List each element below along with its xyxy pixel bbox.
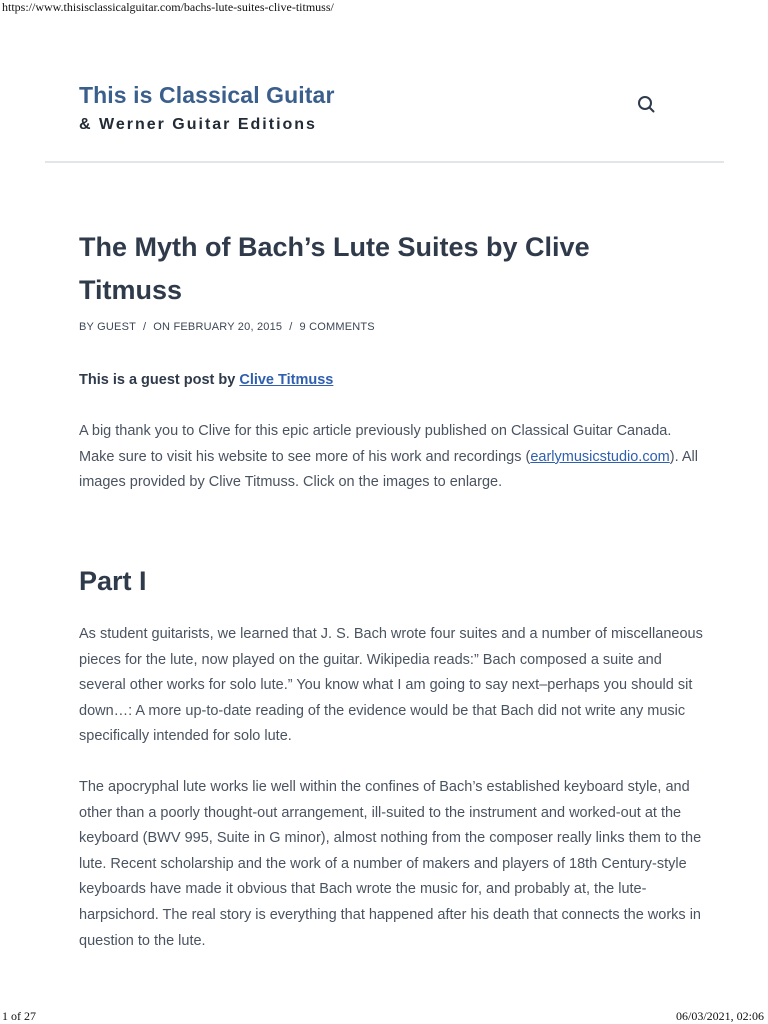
earlymusicstudio-link[interactable]: earlymusicstudio.com	[530, 448, 670, 465]
meta-separator: /	[143, 321, 147, 333]
site-title-link[interactable]: This is Classical Guitar	[79, 82, 335, 108]
header-divider	[45, 161, 724, 163]
print-page-counter: 1 of 27	[2, 1009, 36, 1023]
intro-text-after: ). All images provided by Clive Titmuss. Click on the images to enlarge.	[79, 448, 698, 491]
post-date[interactable]: ON FEBRUARY 20, 2015	[153, 321, 283, 333]
site-tagline: & Werner Guitar Editions	[79, 116, 317, 133]
post-meta	[79, 321, 375, 333]
print-url: https://www.thisisclassicalguitar.com/bachs-lute-suites-clive-titmuss/	[2, 0, 334, 14]
search-button[interactable]	[634, 92, 658, 116]
print-timestamp: 06/03/2021, 02:06	[675, 1009, 764, 1023]
intro-paragraph	[79, 419, 704, 496]
body-paragraph-1: As student guitarists, we learned that J. S. Bach wrote four suites and a number of miscellaneous pieces for the lute, now played on the guitar. Wikipedia reads:” Bach composed a suite and several other works for solo lute.” You know what I am going to say next–perhaps you should sit down…: A more up-to-date reading of the evidence would be that Bach did not write any music specifically intended for solo lute.	[79, 626, 703, 745]
post-author[interactable]: BY GUEST	[79, 321, 137, 333]
section-heading-part-1: Part I	[79, 566, 147, 596]
search-icon	[634, 92, 658, 116]
guest-author-link[interactable]: Clive Titmuss	[239, 372, 334, 388]
meta-separator: /	[289, 321, 293, 333]
guest-post-prefix: This is a guest post by	[79, 372, 236, 388]
post-comments-link[interactable]: 9 COMMENTS	[299, 321, 375, 333]
intro-text-before: A big thank you to Clive for this epic article previously published on Classical Guitar Canada. Make sure to visit his website to see more of his work and recordings (	[79, 423, 672, 465]
body-paragraph-2: The apocryphal lute works lie well within the confines of Bach’s established keyboard style, and other than a poorly thought-out arrangement, ill-suited to the instrument and worked-out at the keyboard (BWV 995, Suite in G minor), almost nothing from the composer really links them to the lute. Recent scholarship and the work of a number of makers and players of 18th Century-style keyboards have made it obvious that Bach wrote the music for, and probably at, the lute-harpsichord. The real story is everything that happened after his death that connects the works in question to the lute.	[79, 779, 702, 949]
guest-post-note	[79, 372, 333, 388]
post-title: The Myth of Bach’s Lute Suites by Clive Titmuss	[79, 232, 590, 305]
